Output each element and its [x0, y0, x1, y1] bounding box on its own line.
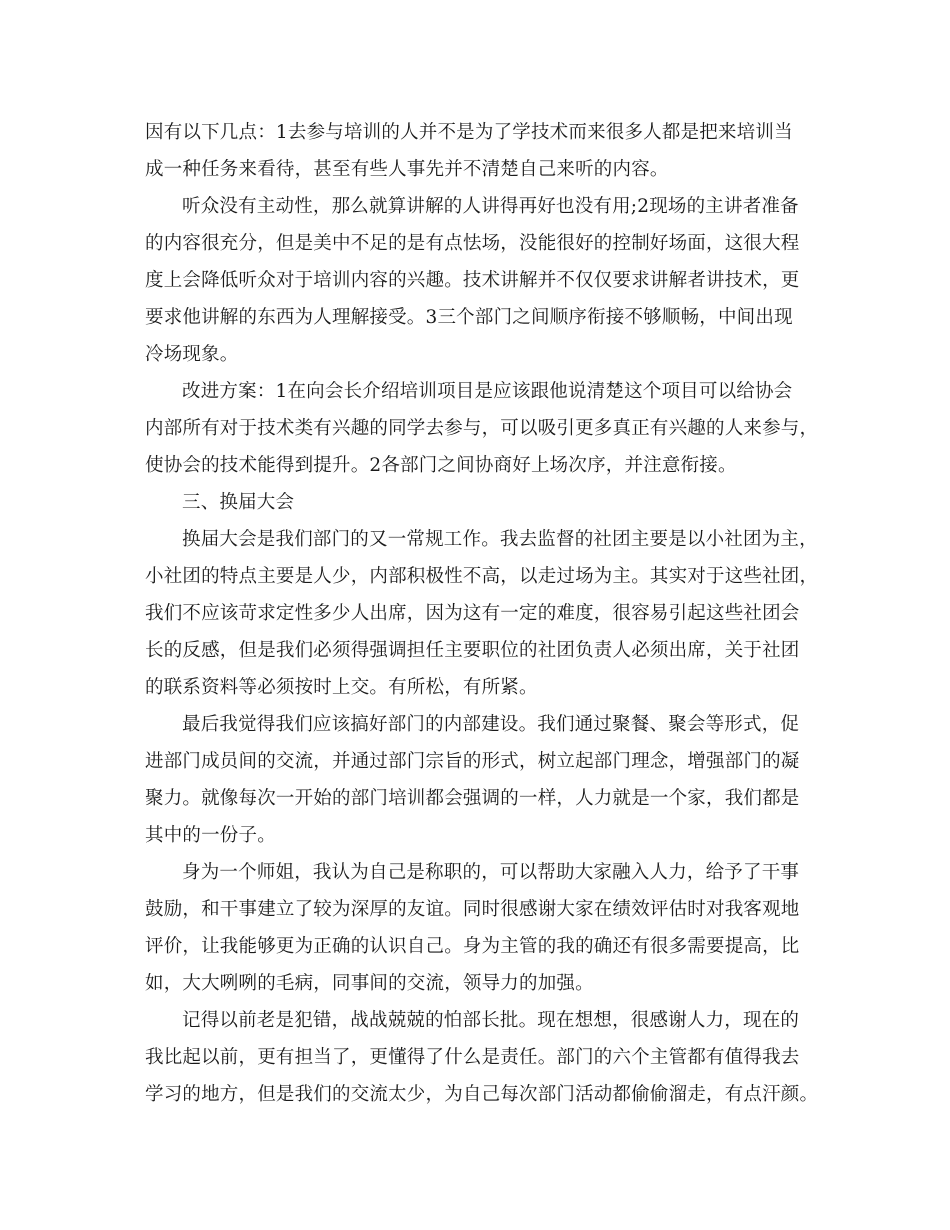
- paragraph-audience-initiative: [145, 188, 825, 373]
- paragraph-improvement-plan: [145, 373, 825, 484]
- text-line: 内部所有对于技术类有兴趣的同学去参与，可以吸引更多真正有兴趣的人来参与，: [145, 418, 819, 439]
- paragraph-training-reasons: [145, 114, 825, 188]
- text-line: 聚力。就像每次一开始的部门培训都会强调的一样，人力就是一个家，我们都是: [145, 788, 800, 809]
- text-line: 冷场现象。: [145, 344, 239, 365]
- section-heading: [145, 484, 825, 521]
- text-line: 我们不应该苛求定性多少人出席，因为这有一定的难度，很容易引起这些社团会: [145, 603, 800, 624]
- text-line: 因有以下几点：1去参与培训的人并不是为了学技术而来很多人都是把来培训当: [145, 122, 793, 143]
- paragraph-self-evaluation: [145, 854, 825, 1002]
- text-line: 学习的地方，但是我们的交流太少，为自己每次部门活动都偷偷溜走，有点汗颜。: [145, 1084, 819, 1105]
- text-line: 要求他讲解的东西为人理解接受。3三个部门之间顺序衔接不够顺畅，中间出现: [145, 307, 793, 328]
- paragraph-general-meeting: [145, 521, 825, 706]
- text-line: 使协会的技术能得到提升。2各部门之间协商好上场次序，并注意衔接。: [145, 455, 737, 476]
- text-line: 其中的一份子。: [145, 825, 276, 846]
- text-line: 鼓励，和干事建立了较为深厚的友谊。同时很感谢大家在绩效评估时对我客观地: [145, 899, 800, 920]
- text-line: 改进方案：1在向会长介绍培训项目是应该跟他说清楚这个项目可以给协会: [182, 381, 793, 402]
- paragraph-reflection: [145, 1002, 825, 1113]
- text-line: 评价，让我能够更为正确的认识自己。身为主管的我的确还有很多需要提高，比: [145, 936, 800, 957]
- text-line: 记得以前老是犯错，战战兢兢的怕部长批。现在想想，很感谢人力，现在的: [182, 1010, 800, 1031]
- text-line: 的联系资料等必须按时上交。有所松，有所紧。: [145, 677, 538, 698]
- text-line: 进部门成员间的交流，并通过部门宗旨的形式，树立起部门理念，增强部门的凝: [145, 751, 800, 772]
- text-line: 如，大大咧咧的毛病，同事间的交流，领导力的加强。: [145, 973, 594, 994]
- paragraph-internal-building: [145, 706, 825, 854]
- text-line: 长的反感，但是我们必须得强调担任主要职位的社团负责人必须出席，关于社团: [145, 640, 800, 661]
- text-line: 成一种任务来看待，甚至有些人事先并不清楚自己来听的内容。: [145, 159, 669, 180]
- text-line: 的内容很充分，但是美中不足的是有点怯场，没能很好的控制好场面，这很大程: [145, 233, 800, 254]
- text-line: 身为一个师姐，我认为自己是称职的，可以帮助大家融入人力，给予了干事: [182, 862, 800, 883]
- text-line: 最后我觉得我们应该搞好部门的内部建设。我们通过聚餐、聚会等形式，促: [182, 714, 800, 735]
- document-body: [145, 114, 825, 1113]
- text-line: 小社团的特点主要是人少，内部积极性不高，以走过场为主。其实对于这些社团，: [145, 566, 819, 587]
- text-line: 听众没有主动性，那么就算讲解的人讲得再好也没有用;2现场的主讲者准备: [182, 196, 799, 217]
- section-heading-text: 三、换届大会: [182, 492, 295, 513]
- text-line: 换届大会是我们部门的又一常规工作。我去监督的社团主要是以小社团为主，: [182, 529, 818, 550]
- text-line: 我比起以前，更有担当了，更懂得了什么是责任。部门的六个主管都有值得我去: [145, 1047, 800, 1068]
- text-line: 度上会降低听众对于培训内容的兴趣。技术讲解并不仅仅要求讲解者讲技术，更: [145, 270, 800, 291]
